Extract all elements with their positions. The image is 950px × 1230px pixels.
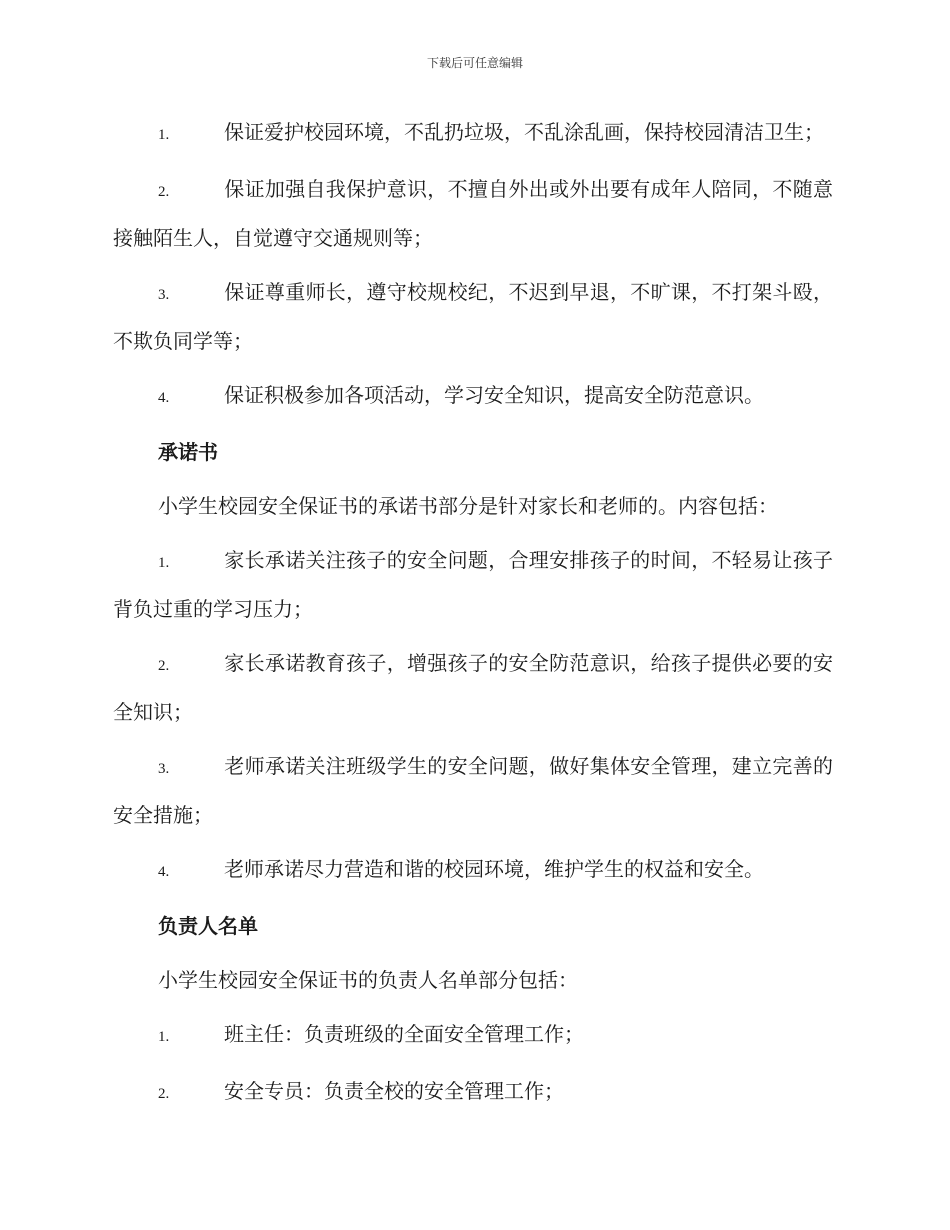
list-number: 2. bbox=[158, 184, 170, 200]
list-text: 家长承诺教育孩子，增强孩子的安全防范意识，给孩子提供必要的安全知识； bbox=[113, 651, 833, 724]
list-text: 保证积极参加各项活动，学习安全知识，提高安全防范意识。 bbox=[224, 383, 764, 407]
list-number: 2. bbox=[158, 658, 170, 674]
list-number: 4. bbox=[158, 390, 170, 406]
list-number: 1. bbox=[158, 555, 170, 571]
list-item bbox=[113, 640, 833, 735]
list-text: 保证尊重师长，遵守校规校纪，不迟到早退，不旷课，不打架斗殴，不欺负同学等； bbox=[113, 280, 833, 353]
list-item bbox=[113, 846, 833, 895]
list-item bbox=[113, 1068, 833, 1117]
list-text: 老师承诺关注班级学生的安全问题，做好集体安全管理，建立完善的安全措施； bbox=[113, 754, 833, 827]
list-text: 班主任：负责班级的全面安全管理工作； bbox=[224, 1022, 584, 1046]
list-number: 4. bbox=[158, 864, 170, 880]
section-heading-responsible: 负责人名单 bbox=[158, 914, 258, 938]
list-text: 家长承诺关注孩子的安全问题，合理安排孩子的时间，不轻易让孩子背负过重的学习压力； bbox=[113, 548, 833, 621]
list-number: 3. bbox=[158, 761, 170, 777]
list-item bbox=[113, 166, 833, 261]
list-number: 3. bbox=[158, 287, 170, 303]
list-text: 保证爱护校园环境，不乱扔垃圾，不乱涂乱画，保持校园清洁卫生； bbox=[224, 120, 824, 144]
page-header: 下载后可任意编辑 bbox=[426, 56, 523, 70]
list-item bbox=[113, 109, 833, 158]
list-item bbox=[113, 372, 833, 421]
list-number: 1. bbox=[158, 1029, 170, 1045]
list-text: 老师承诺尽力营造和谐的校园环境，维护学生的权益和安全。 bbox=[224, 857, 764, 881]
list-item bbox=[113, 743, 833, 838]
list-item bbox=[113, 269, 833, 364]
list-item bbox=[113, 1011, 833, 1060]
list-text: 保证加强自我保护意识，不擅自外出或外出要有成年人陪同，不随意接触陌生人，自觉遵守交通规则等； bbox=[113, 177, 833, 250]
list-number: 1. bbox=[158, 127, 170, 143]
list-text: 安全专员：负责全校的安全管理工作； bbox=[224, 1079, 564, 1103]
list-item bbox=[113, 537, 833, 632]
section-intro: 小学生校园安全保证书的承诺书部分是针对家长和老师的。内容包括： bbox=[158, 494, 778, 518]
list-number: 2. bbox=[158, 1086, 170, 1102]
section-heading-commitment: 承诺书 bbox=[158, 440, 218, 464]
section-intro: 小学生校园安全保证书的负责人名单部分包括： bbox=[158, 968, 578, 992]
document-body bbox=[113, 109, 833, 1125]
